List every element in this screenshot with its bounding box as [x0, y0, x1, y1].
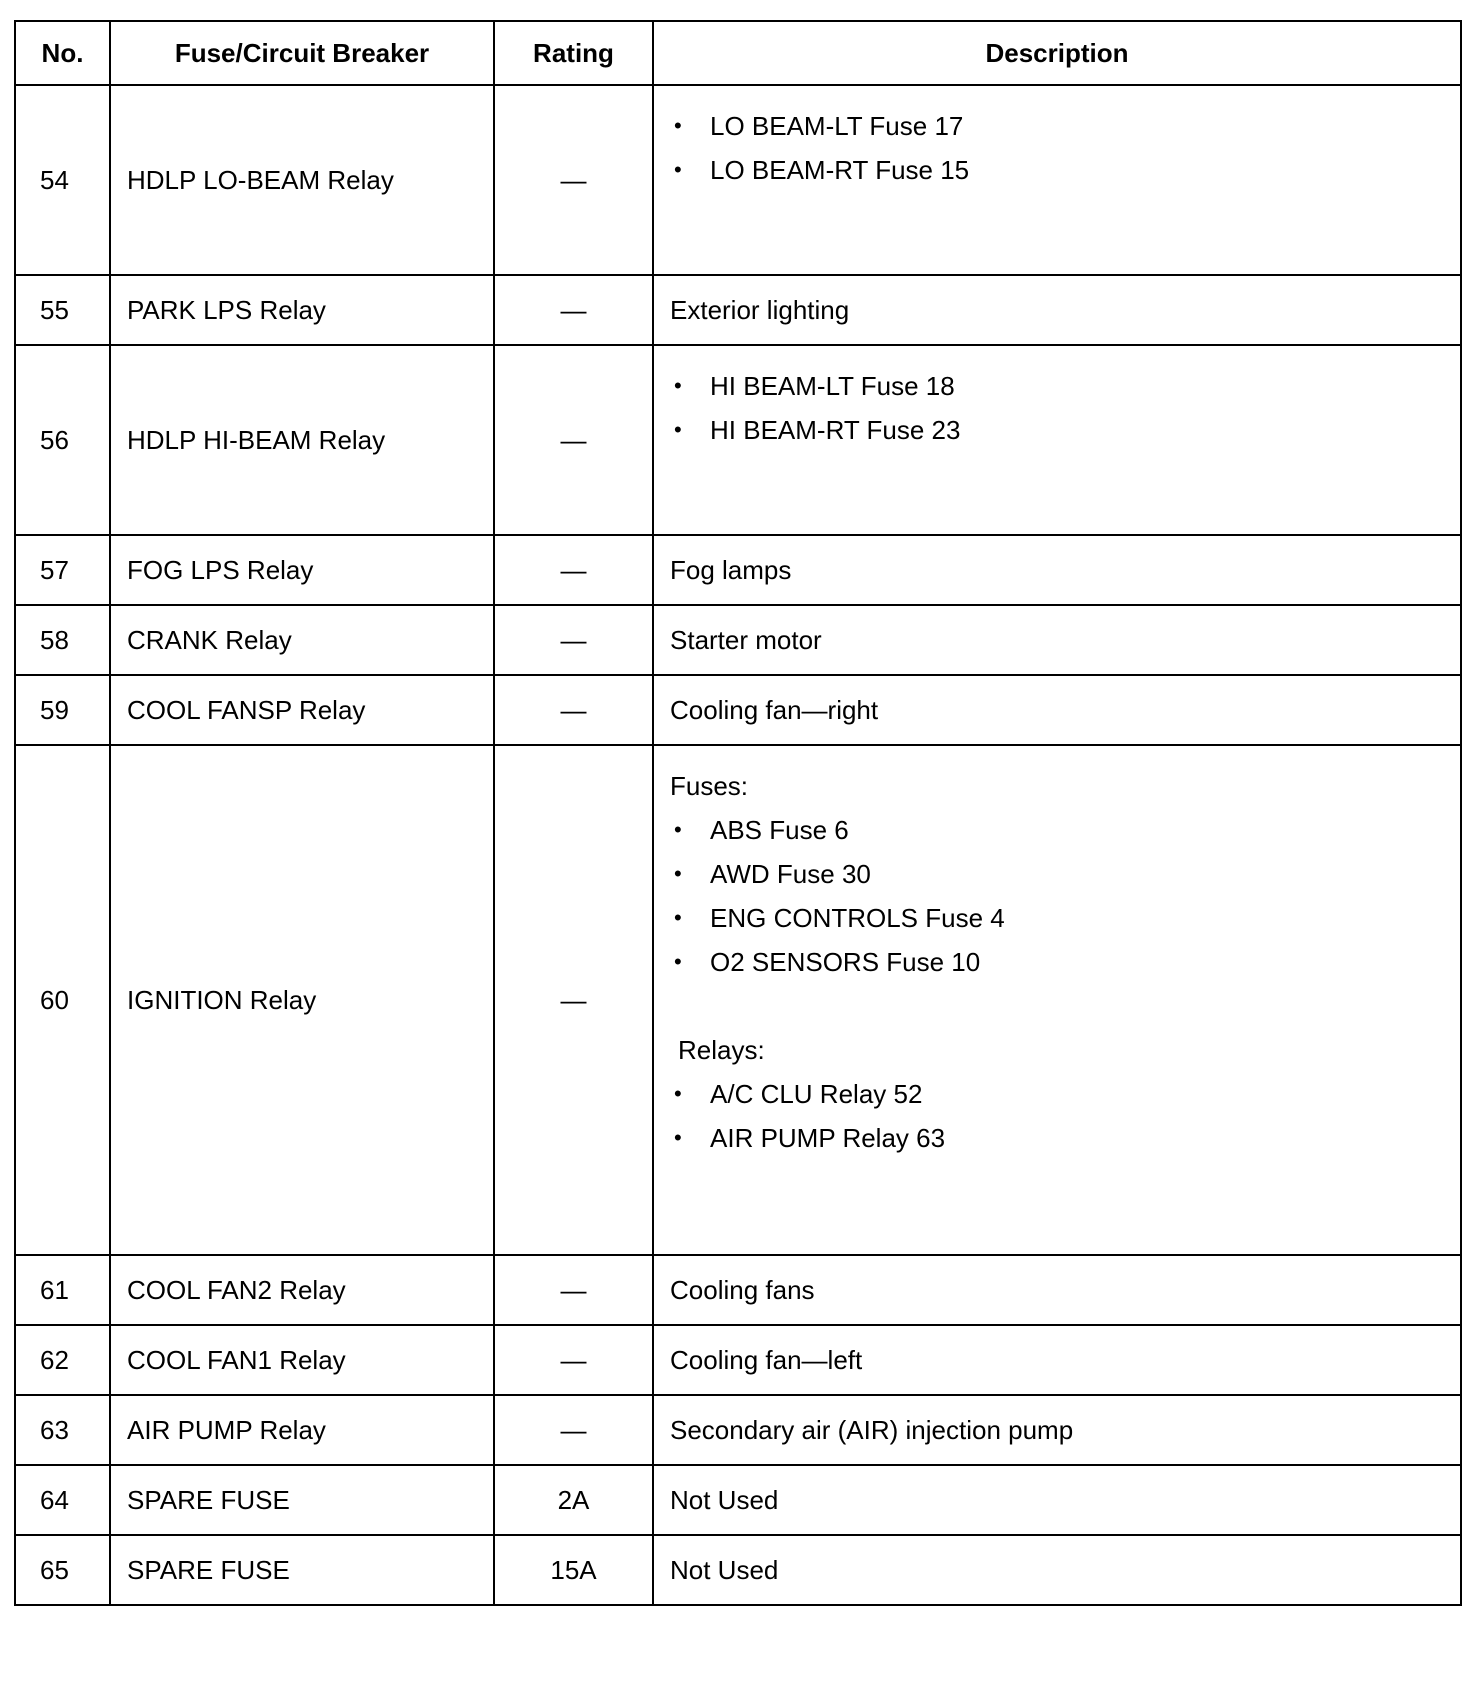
description-text: Starter motor: [653, 605, 1461, 675]
rating-value: —: [494, 535, 653, 605]
row-number: 63: [15, 1395, 110, 1465]
table-row: [15, 85, 1461, 275]
description-cell: [653, 745, 1461, 1255]
table-row: [15, 605, 1461, 675]
row-number: 55: [15, 275, 110, 345]
relays-heading: Relays:: [678, 1035, 765, 1065]
fuse-relay-table: [14, 20, 1462, 1606]
bullet-text: ENG CONTROLS Fuse 4: [710, 903, 1005, 933]
fuse-name: COOL FAN1 Relay: [110, 1325, 494, 1395]
description-text: Cooling fans: [653, 1255, 1461, 1325]
header-rating: Rating: [494, 21, 653, 85]
table-row: [15, 1535, 1461, 1605]
bullet-icon: •: [674, 817, 682, 842]
bullet-icon: •: [674, 905, 682, 930]
table-row: [15, 1325, 1461, 1395]
row-number: 59: [15, 675, 110, 745]
description-text: Cooling fan—right: [653, 675, 1461, 745]
fuse-name: PARK LPS Relay: [110, 275, 494, 345]
header-description: Description: [653, 21, 1461, 85]
fuse-name: HDLP HI-BEAM Relay: [110, 345, 494, 535]
bullet-text: ABS Fuse 6: [710, 815, 849, 845]
table-row: [15, 535, 1461, 605]
rating-value: 2A: [494, 1465, 653, 1535]
bullet-text: A/C CLU Relay 52: [710, 1079, 923, 1109]
row-number: 57: [15, 535, 110, 605]
header-fuse-circuit-breaker: Fuse/Circuit Breaker: [110, 21, 494, 85]
fuse-name: COOL FAN2 Relay: [110, 1255, 494, 1325]
description-bullet: [670, 808, 1460, 852]
rating-value: —: [494, 605, 653, 675]
fuse-name: CRANK Relay: [110, 605, 494, 675]
description-cell: [653, 85, 1461, 275]
description-cell: [653, 345, 1461, 535]
rating-value: —: [494, 1325, 653, 1395]
rating-value: —: [494, 275, 653, 345]
description-bullet: [670, 408, 1460, 452]
fuse-name: IGNITION Relay: [110, 745, 494, 1255]
row-number: 56: [15, 345, 110, 535]
bullet-text: HI BEAM-RT Fuse 23: [710, 415, 961, 445]
bullet-text: HI BEAM-LT Fuse 18: [710, 371, 955, 401]
bullet-text: AIR PUMP Relay 63: [710, 1123, 946, 1153]
description-bullet: [670, 896, 1460, 940]
rating-value: —: [494, 345, 653, 535]
bullet-text: O2 SENSORS Fuse 10: [710, 947, 981, 977]
rating-value: —: [494, 675, 653, 745]
bullet-text: LO BEAM-LT Fuse 17: [710, 111, 964, 141]
description-text: Cooling fan—left: [653, 1325, 1461, 1395]
fuse-name: SPARE FUSE: [110, 1465, 494, 1535]
description-bullet: [670, 1072, 1460, 1116]
description-bullet: [670, 852, 1460, 896]
table-row: [15, 1395, 1461, 1465]
fuse-name: SPARE FUSE: [110, 1535, 494, 1605]
table-row: [15, 345, 1461, 535]
rating-value: —: [494, 1395, 653, 1465]
bullet-icon: •: [674, 1081, 682, 1106]
description-text: Fog lamps: [653, 535, 1461, 605]
description-bullet: [670, 1116, 1460, 1160]
table-header-row: [15, 21, 1461, 85]
description-text: Not Used: [653, 1535, 1461, 1605]
bullet-icon: •: [674, 1125, 682, 1150]
rating-value: —: [494, 85, 653, 275]
description-text: Exterior lighting: [653, 275, 1461, 345]
description-bullet: [670, 940, 1460, 984]
row-number: 62: [15, 1325, 110, 1395]
table-row: [15, 745, 1461, 1255]
description-bullet: [670, 148, 1460, 192]
fuse-name: FOG LPS Relay: [110, 535, 494, 605]
row-number: 58: [15, 605, 110, 675]
fuses-heading: Fuses:: [670, 771, 749, 801]
bullet-icon: •: [674, 157, 682, 182]
bullet-icon: •: [674, 861, 682, 886]
bullet-text: LO BEAM-RT Fuse 15: [710, 155, 970, 185]
description-bullet: [670, 364, 1460, 408]
description-bullet: [670, 104, 1460, 148]
fuse-name: AIR PUMP Relay: [110, 1395, 494, 1465]
rating-value: —: [494, 745, 653, 1255]
table-row: [15, 275, 1461, 345]
fuse-name: COOL FANSP Relay: [110, 675, 494, 745]
bullet-icon: •: [674, 373, 682, 398]
header-no: No.: [15, 21, 110, 85]
table-row: [15, 1465, 1461, 1535]
table-row: [15, 675, 1461, 745]
row-number: 61: [15, 1255, 110, 1325]
row-number: 60: [15, 745, 110, 1255]
rating-value: —: [494, 1255, 653, 1325]
row-number: 65: [15, 1535, 110, 1605]
rating-value: 15A: [494, 1535, 653, 1605]
bullet-icon: •: [674, 949, 682, 974]
bullet-text: AWD Fuse 30: [710, 859, 871, 889]
fuse-name: HDLP LO-BEAM Relay: [110, 85, 494, 275]
description-text: Not Used: [653, 1465, 1461, 1535]
bullet-icon: •: [674, 113, 682, 138]
description-text: Secondary air (AIR) injection pump: [653, 1395, 1461, 1465]
row-number: 54: [15, 85, 110, 275]
spacer: [670, 984, 1460, 1028]
row-number: 64: [15, 1465, 110, 1535]
table-row: [15, 1255, 1461, 1325]
bullet-icon: •: [674, 417, 682, 442]
